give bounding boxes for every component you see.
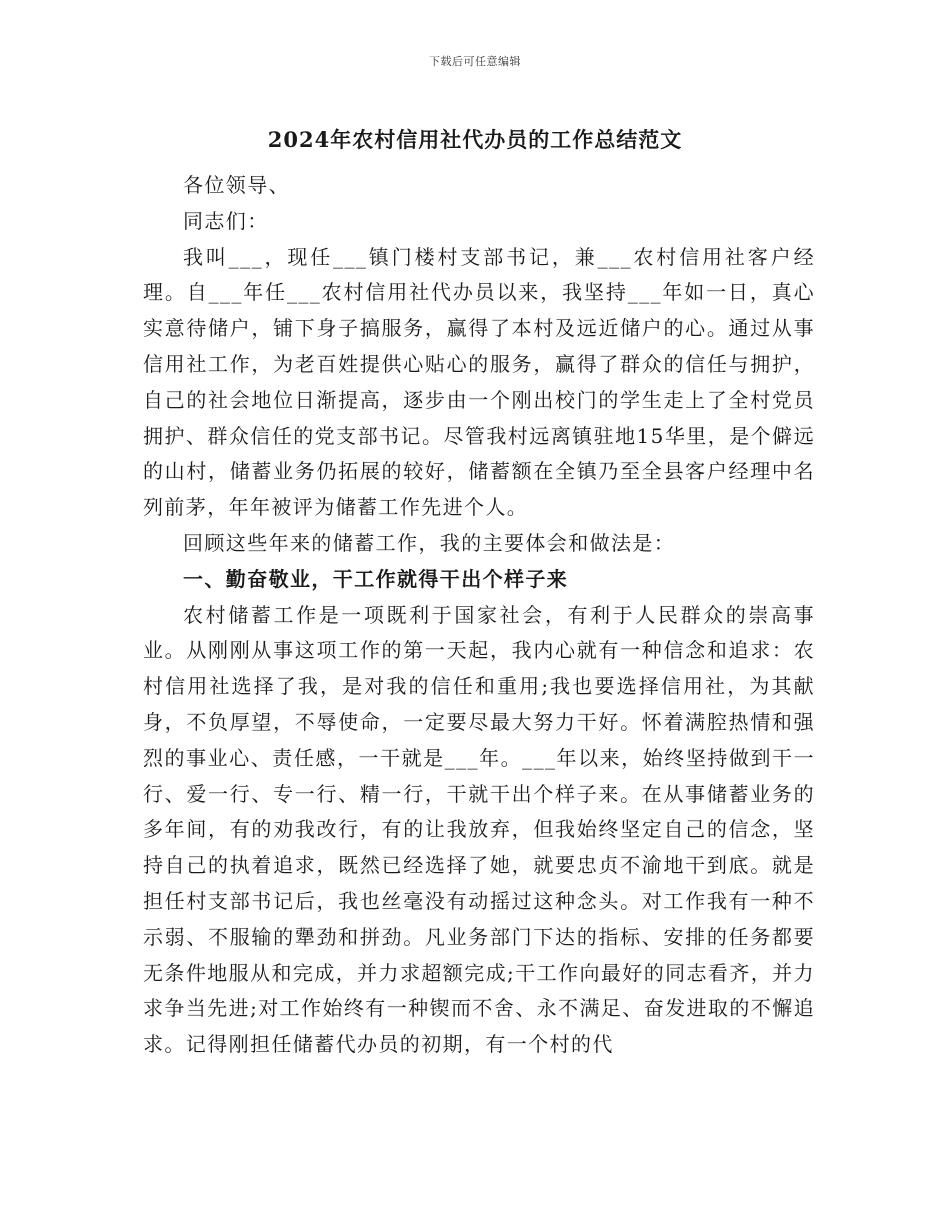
body-paragraph: 我叫___，现任___镇门楼村支部书记，兼___农村信用社客户经理。自___年任___农村信用社代办员以来，我坚持___年如一日，真心实意待储户，铺下身子搞服务，赢得了本村及远近储户的心。通过从事信用社工作，为老百姓提供心贴心的服务，赢得了群众的信任与拥护，自己的社会地位日渐提高，逐步由一个刚出校门的学生走上了全村党员拥护、群众信任的党支部书记。尽管我村远离镇驻地15华里，是个僻远的山村，储蓄业务仍拓展的较好，储蓄额在全镇乃至全县客户经理中名列前茅，年年被评为储蓄工作先进个人。	[143, 244, 815, 520]
document-body	[143, 168, 815, 1063]
body-paragraph: 回顾这些年来的储蓄工作，我的主要体会和做法是：	[183, 530, 676, 555]
salutation-line: 同志们：	[183, 208, 269, 233]
document-title: 2024年农村信用社代办员的工作总结范文	[267, 127, 683, 152]
section-heading: 一、勤奋敬业，干工作就得干出个样子来	[183, 566, 569, 591]
body-paragraph: 农村储蓄工作是一项既利于国家社会，有利于人民群众的崇高事业。从刚刚从事这项工作的第一天起，我内心就有一种信念和追求：农村信用社选择了我，是对我的信任和重用;我也要选择信用社，为其献身，不负厚望，不辱使命，一定要尽最大努力干好。怀着满腔热情和强烈的事业心、责任感，一干就是___年。___年以来，始终坚持做到干一行、爱一行、专一行、精一行，干就干出个样子来。在从事储蓄业务的多年间，有的劝我改行，有的让我放弃，但我始终坚定自己的信念，坚持自己的执着追求，既然已经选择了她，就要忠贞不渝地干到底。就是担任村支部书记后，我也丝毫没有动摇过这种念头。对工作我有一种不示弱、不服输的犟劲和拼劲。凡业务部门下达的指标、安排的任务都要无条件地服从和完成，并力求超额完成;干工作向最好的同志看齐，并力求争当先进;对工作始终有一种锲而不舍、永不满足、奋发进取的不懈追求。记得刚担任储蓄代办员的初期，有一个村的代	[143, 602, 815, 1057]
header-note: 下载后可任意编辑	[429, 55, 521, 68]
salutation-line: 各位领导、	[183, 173, 290, 197]
